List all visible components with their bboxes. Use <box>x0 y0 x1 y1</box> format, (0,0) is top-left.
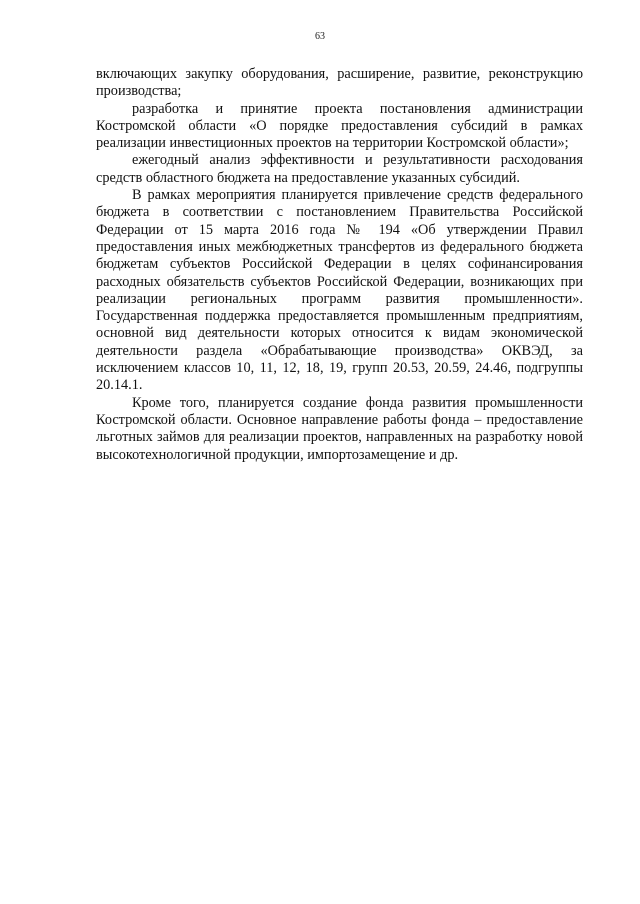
paragraph-resolution-draft: разработка и принятие проекта постановления администрации Костромской области «О порядке предоставления субсидий в рамках реализации инвестиционных проектов на территории Костромской области»; <box>96 100 583 152</box>
paragraph-federal-funding: В рамках мероприятия планируется привлечение средств федерального бюджета в соответствии с постановлением Правительства Российской Федерации от 15 марта 2016 года № 194 «Об утверждении Правил предоставления иных межбюджетных трансфертов из федерального бюджета бюджетам субъектов Российской Федерации в целях софинансирования расходных обязательств субъектов Российской Федерации, возникающих при реализации региональных программ развития промышленности». Государственная поддержка предоставляется промышленным предприятиям, основной вид деятельности которых относится к видам экономической деятельности раздела «Обрабатывающие производства» ОКВЭД, за исключением классов 10, 11, 12, 18, 19, групп 20.53, 20.59, 24.46, подгруппы 20.14.1. <box>96 187 583 394</box>
paragraph-continuation: включающих закупку оборудования, расширение, развитие, реконструкцию производства; <box>96 66 583 100</box>
document-body <box>96 66 583 464</box>
page-number: 63 <box>315 31 325 42</box>
paragraph-industry-fund: Кроме того, планируется создание фонда развития промышленности Костромской области. Основное направление работы фонда – предоставление льготных займов для реализации проектов, направленных на разработку новой высокотехнологичной продукции, импортозамещение и др. <box>96 394 583 463</box>
paragraph-annual-analysis: ежегодный анализ эффективности и результативности расходования средств областного бюджета на предоставление указанных субсидий. <box>96 152 583 186</box>
